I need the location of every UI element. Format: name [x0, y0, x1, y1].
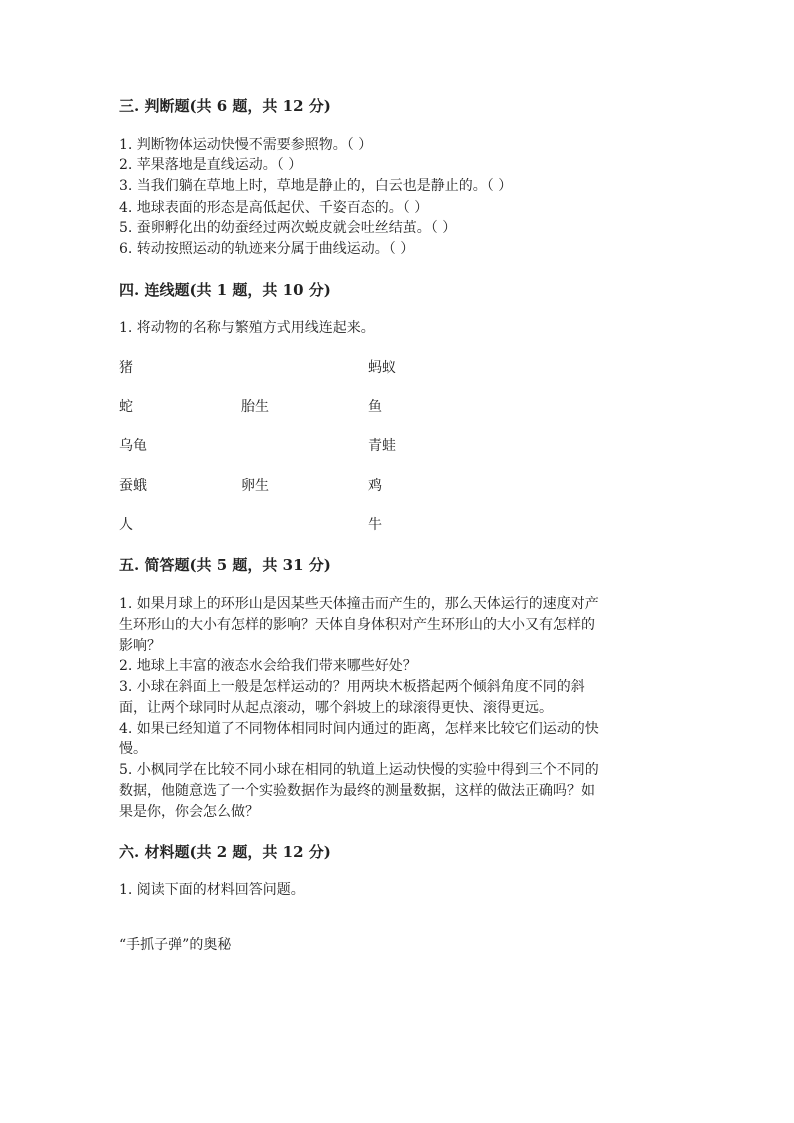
match-right-item: 青蛙	[368, 438, 396, 454]
judge-item-6: 6. 转动按照运动的轨迹来分属于曲线运动。（ ）	[119, 241, 415, 257]
match-left-item: 蚕蛾	[119, 478, 147, 494]
match-left-item: 蛇	[119, 399, 133, 415]
match-middle-item: 卵生	[241, 478, 269, 494]
match-left-item: 人	[119, 517, 133, 533]
short-line: 影响？	[119, 638, 161, 654]
match-right-item: 牛	[368, 517, 382, 533]
section-judge-title: 三. 判断题(共 6 题，共 12 分)	[119, 97, 331, 115]
material-prompt: 1. 阅读下面的材料回答问题。	[119, 882, 305, 898]
short-line: 面，让两个球同时从起点滚动，哪个斜坡上的球滚得更快、滚得更远。	[119, 700, 553, 716]
short-line: 生环形山的大小有怎样的影响？天体自身体积对产生环形山的大小又有怎样的	[119, 617, 595, 633]
judge-item-4: 4. 地球表面的形态是高低起伏、千姿百态的。（ ）	[119, 200, 429, 216]
short-line: 5. 小枫同学在比较不同小球在相同的轨道上运动快慢的实验中得到三个不同的	[119, 762, 599, 778]
section-short-title: 五. 简答题(共 5 题，共 31 分)	[119, 556, 331, 574]
material-subtitle: “手抓子弹”的奥秘	[119, 937, 232, 953]
match-middle-item: 胎生	[241, 399, 269, 415]
short-line: 2. 地球上丰富的液态水会给我们带来哪些好处？	[119, 658, 417, 674]
match-right-item: 蚂蚁	[368, 360, 396, 376]
judge-item-5: 5. 蚕卵孵化出的幼蚕经过两次蜕皮就会吐丝结茧。（ ）	[119, 220, 457, 236]
short-line: 4. 如果已经知道了不同物体相同时间内通过的距离，怎样来比较它们运动的快	[119, 721, 599, 737]
short-line: 数据，他随意选了一个实验数据作为最终的测量数据，这样的做法正确吗？如	[119, 783, 595, 799]
match-right-item: 鱼	[368, 399, 382, 415]
short-line: 慢。	[119, 741, 147, 757]
judge-item-1: 1. 判断物体运动快慢不需要参照物。（ ）	[119, 137, 373, 153]
match-left-item: 乌龟	[119, 438, 147, 454]
short-line: 果是你，你会怎么做？	[119, 804, 259, 820]
match-left-item: 猪	[119, 360, 133, 376]
judge-item-3: 3. 当我们躺在草地上时，草地是静止的，白云也是静止的。（ ）	[119, 178, 513, 194]
short-line: 1. 如果月球上的环形山是因某些天体撞击而产生的，那么天体运行的速度对产	[119, 596, 599, 612]
section-match-title: 四. 连线题(共 1 题，共 10 分)	[119, 281, 331, 299]
section-material-title: 六. 材料题(共 2 题，共 12 分)	[119, 843, 331, 861]
judge-item-2: 2. 苹果落地是直线运动。（ ）	[119, 157, 303, 173]
match-prompt: 1. 将动物的名称与繁殖方式用线连起来。	[119, 320, 375, 336]
short-line: 3. 小球在斜面上一般是怎样运动的？用两块木板搭起两个倾斜角度不同的斜	[119, 679, 585, 695]
match-right-item: 鸡	[368, 478, 382, 494]
